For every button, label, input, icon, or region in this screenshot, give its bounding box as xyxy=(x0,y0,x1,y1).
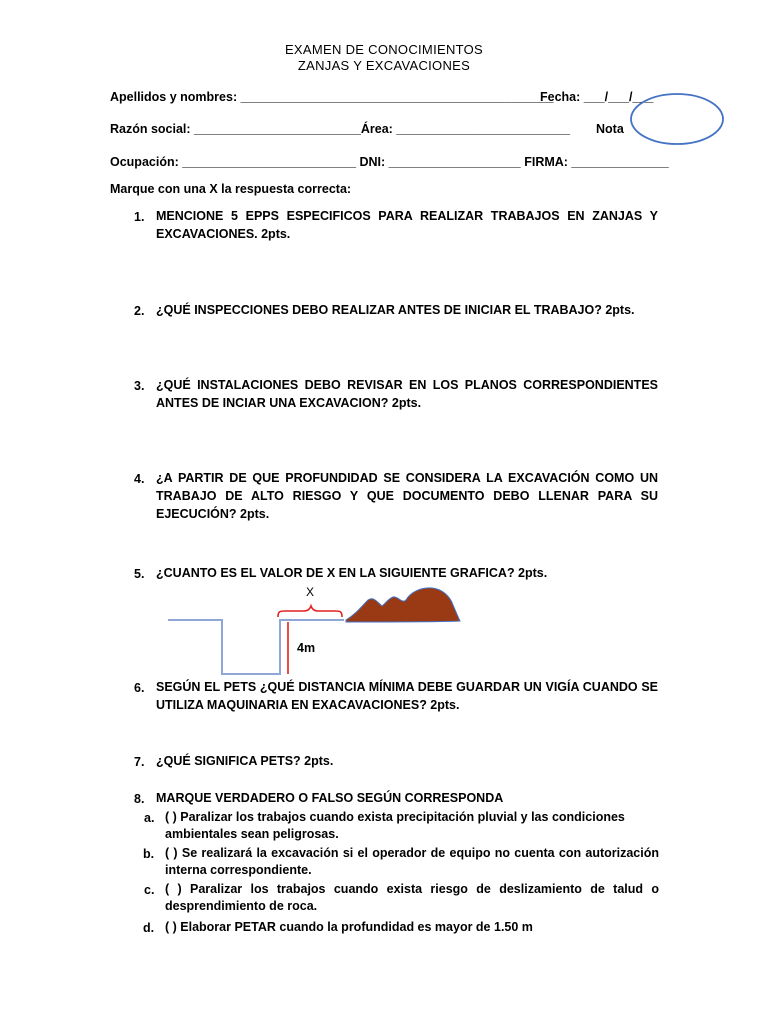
name-field: Apellidos y nombres: _____________________________________________ xyxy=(110,90,554,104)
question-number: 6. xyxy=(134,681,145,695)
option-letter: a. xyxy=(144,811,155,825)
question-number: 5. xyxy=(134,567,145,581)
soil-pile-icon xyxy=(346,588,460,622)
depth-label: 4m xyxy=(297,641,316,655)
trench-outline xyxy=(168,620,344,674)
question-number: 4. xyxy=(134,472,145,486)
question-text: ¿QUÉ INSTALACIONES DEBO REVISAR EN LOS PLANOS CORRESPONDIENTES ANTES DE INCIAR UNA EXCAVACION? 2pts. xyxy=(156,378,658,410)
option-text: ( ) Paralizar los trabajos cuando exista precipitación pluvial y las condiciones ambientales sean peligrosas. xyxy=(165,810,625,841)
question-text: ¿A PARTIR DE QUE PROFUNDIDAD SE CONSIDERA LA EXCAVACIÓN COMO UN TRABAJO DE ALTO RIESGO Y QUE DOCUMENTO DEBO LLENAR PARA SU EJECUCIÓN? 2pts. xyxy=(156,471,658,521)
question-text: ¿QUÉ INSPECCIONES DEBO REALIZAR ANTES DE INICIAR EL TRABAJO? 2pts. xyxy=(156,303,635,317)
x-bracket xyxy=(278,606,342,617)
nota-label: Nota xyxy=(596,122,624,136)
exam-title: EXAMEN DE CONOCIMIENTOS xyxy=(284,42,484,57)
option-text: ( ) Paralizar los trabajos cuando exista riesgo de deslizamiento de talud o desprendimiento de roca. xyxy=(165,882,659,913)
exam-subtitle: ZANJAS Y EXCAVACIONES xyxy=(297,58,471,73)
razon-area-field: Razón social: ________________________Área: _________________________ xyxy=(110,122,571,136)
option-letter: c. xyxy=(144,883,155,897)
question-text: MENCIONE 5 EPPS ESPECIFICOS PARA REALIZAR TRABAJOS EN ZANJAS Y EXCAVACIONES. 2pts. xyxy=(156,209,658,241)
question-text: MARQUE VERDADERO O FALSO SEGÚN CORRESPONDA xyxy=(156,791,504,805)
question-number: 3. xyxy=(134,379,145,393)
question-number: 2. xyxy=(134,304,145,318)
option-letter: d. xyxy=(143,921,155,935)
question-number: 1. xyxy=(134,210,145,224)
nota-oval xyxy=(631,94,723,144)
option-text: ( ) Se realizará la excavación si el operador de equipo no cuenta con autorización interna correspondiente. xyxy=(165,846,659,877)
instructions: Marque con una X la respuesta correcta: xyxy=(110,182,352,196)
option-text: ( ) Elaborar PETAR cuando la profundidad es mayor de 1.50 m xyxy=(165,920,533,934)
question-text: ¿CUANTO ES EL VALOR DE X EN LA SIGUIENTE GRAFICA? 2pts. xyxy=(156,566,548,580)
date-field: Fecha: ___/___/___ xyxy=(540,90,654,104)
ocupacion-dni-firma-field: Ocupación: _________________________ DNI: ___________________ FIRMA: ______________ xyxy=(110,155,669,169)
question-number: 8. xyxy=(134,792,145,806)
x-label: X xyxy=(306,585,315,599)
question-text: ¿QUÉ SIGNIFICA PETS? 2pts. xyxy=(156,754,334,768)
question-text: SEGÚN EL PETS ¿QUÉ DISTANCIA MÍNIMA DEBE GUARDAR UN VIGÍA CUANDO SE UTILIZA MAQUINARIA EN EXACAVACIONES? 2pts. xyxy=(156,680,658,712)
question-number: 7. xyxy=(134,755,145,769)
option-letter: b. xyxy=(143,847,155,861)
